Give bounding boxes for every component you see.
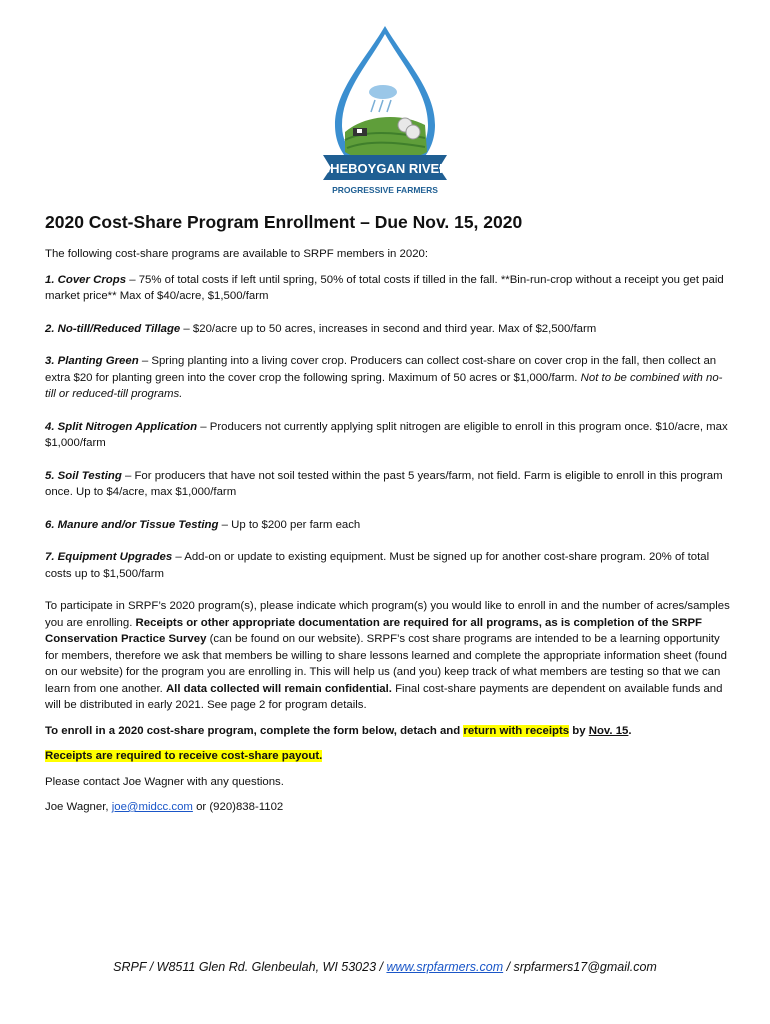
contact-email-link[interactable]: joe@midcc.com xyxy=(111,801,193,813)
program-text: – 75% of total costs if left until spring, 50% of total costs if tilled in the fall. **Bin-run-crop without a receipt you get paid market price** Max of $40/acre, $1,500/farm xyxy=(45,273,724,302)
contact-name: Joe Wagner, xyxy=(45,801,112,813)
page-title: 2020 Cost-Share Program Enrollment – Due Nov. 15, 2020 xyxy=(45,212,523,232)
participation-paragraph xyxy=(45,598,730,714)
enroll-due-date: Nov. 15 xyxy=(588,724,629,737)
program-text: – Add-on or update to existing equipment. Must be signed up for another cost-share program. 20% of total costs up to $1,500/farm xyxy=(45,551,710,580)
program-text: – Spring planting into a living cover crop. Producers can collect cost-share on cover crop in the fall, then collect an extra $20 for planting green into the cover crop the following spring. Maximum of 50 acres or $1,000/farm. xyxy=(45,355,717,384)
program-name: 3. Planting Green xyxy=(45,355,139,367)
logo-subtitle: PROGRESSIVE FARMERS xyxy=(332,185,438,195)
program-text: – Up to $200 per farm each xyxy=(218,518,361,531)
footer-address: SRPF / W8511 Glen Rd. Glenbeulah, WI 53023 / xyxy=(113,960,387,974)
participate-bold-2: All data collected will remain confidential. xyxy=(165,682,392,695)
program-name: 1. Cover Crops xyxy=(45,273,127,286)
program-name: 4. Split Nitrogen Application xyxy=(45,420,198,433)
receipts-note-paragraph xyxy=(45,748,730,765)
program-item xyxy=(45,272,730,305)
program-name: 2. No-till/Reduced Tillage xyxy=(45,322,181,335)
program-item xyxy=(45,468,730,501)
enroll-instructions xyxy=(45,723,730,740)
participate-bold-1: Receipts or other appropriate documentation are required for all programs, as is completion of the SRPF Conservation Practice Survey xyxy=(45,616,703,645)
program-text: – $20/acre up to 50 acres, increases in second and third year. Max of $2,500/farm xyxy=(180,322,597,335)
enroll-end: . xyxy=(628,724,632,737)
contact-details xyxy=(45,799,730,816)
enroll-text: To enroll in a 2020 cost-share program, complete the form below, detach and xyxy=(45,724,464,737)
program-item xyxy=(45,321,730,338)
enroll-text-2: by xyxy=(569,724,589,737)
program-name: 6. Manure and/or Tissue Testing xyxy=(45,518,219,531)
enroll-highlight: return with receipts xyxy=(463,724,570,737)
contact-line: Please contact Joe Wagner with any questions. xyxy=(45,775,284,788)
intro-text: The following cost-share programs are available to SRPF members in 2020: xyxy=(45,248,429,260)
program-name: 7. Equipment Upgrades xyxy=(45,551,173,563)
program-text: – Producers not currently applying split nitrogen are eligible to enroll in this program once. $10/acre, max $1,000/farm xyxy=(45,420,728,449)
footer-website-link[interactable]: www.srpfarmers.com xyxy=(386,960,504,974)
water-drop-logo-icon xyxy=(305,20,465,200)
program-item xyxy=(45,419,730,452)
footer-email: / srpfarmers17@gmail.com xyxy=(503,960,657,974)
program-text: – For producers that have not soil tested within the past 5 years/farm, not field. Farm is eligible to enroll in this program once. Up to $4/acre, max $1,000/farm xyxy=(45,469,723,498)
srpf-logo xyxy=(305,20,465,200)
receipts-note: Receipts are required to receive cost-share payout. xyxy=(45,750,323,762)
program-item xyxy=(45,549,730,582)
participate-text-1: To participate in SRPF’s 2020 program(s), please indicate which program(s) you would like to enroll in and the number of acres/samples you are enrolling. xyxy=(45,600,730,629)
program-item xyxy=(45,353,730,403)
program-item xyxy=(45,517,730,534)
participate-text-3: Final cost-share payments are dependent on available funds and will be distributed in early 2021. See page 2 for program details. xyxy=(45,682,723,711)
program-name: 5. Soil Testing xyxy=(45,469,122,482)
program-note: Not to be combined with no-till or reduced-till programs. xyxy=(45,371,723,400)
logo-title: SHEBOYGAN RIVER xyxy=(321,161,449,176)
page-footer xyxy=(0,960,770,974)
participate-text-2: (can be found on our website). SRPF’s cost share programs are intended to be a learning opportunity for members, therefore we ask that members be willing to share lessons learned and complete the appropriate information sheet (found on our website) for the program you are enrolling in. This will help us (and you) keep track of what members are testing so that we can learn from one another. xyxy=(45,633,727,695)
document-body xyxy=(45,246,730,825)
contact-phone: or (920)838-1102 xyxy=(192,801,284,813)
